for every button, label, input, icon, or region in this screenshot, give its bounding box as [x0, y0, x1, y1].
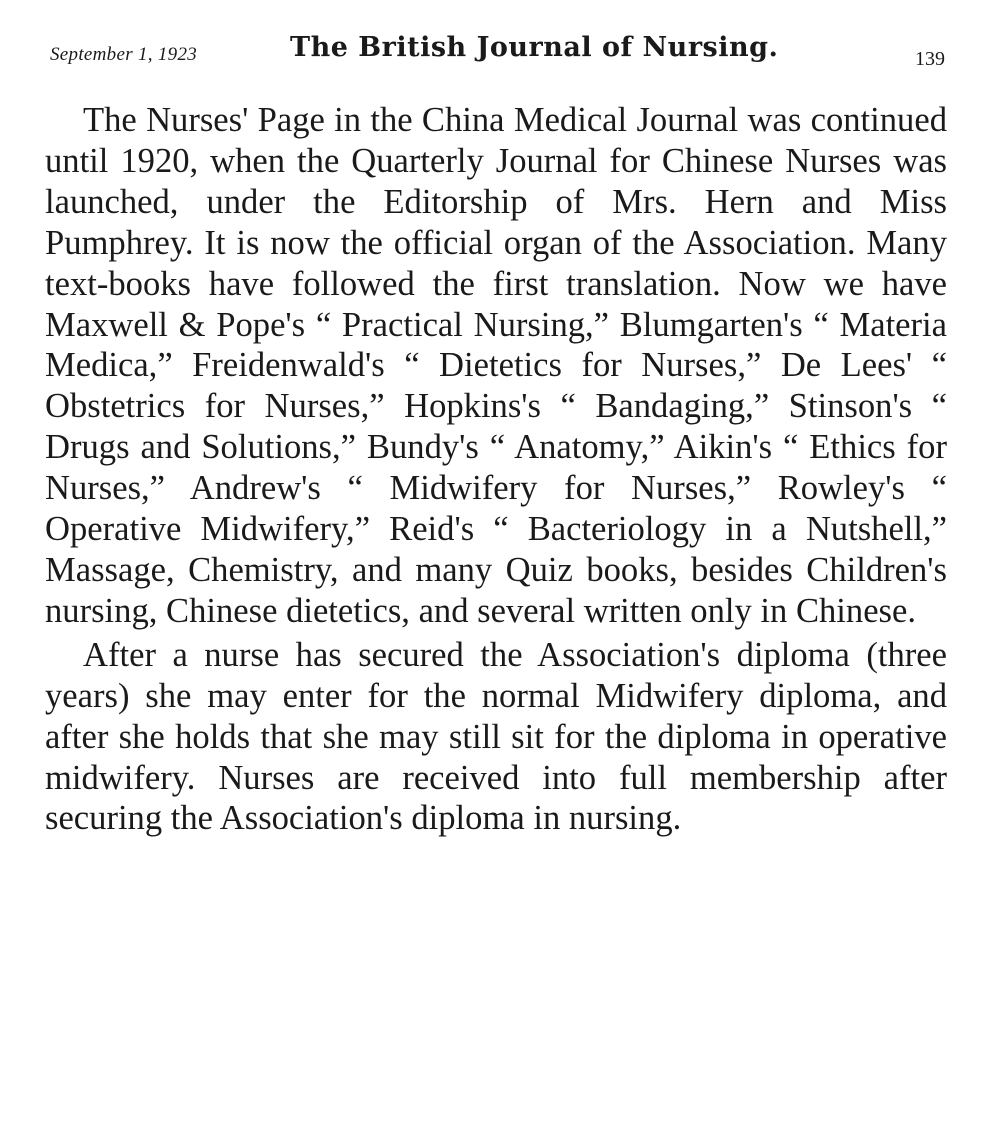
journal-title: The British Journal of Nursing. [290, 32, 779, 63]
issue-date: September 1, 1923 [50, 44, 198, 65]
page-number: 139 [915, 48, 945, 70]
paragraph-text-books: The Nurses' Page in the China Medical Journal was continued until 1920, when the Quarterly Journal for Chinese Nurses was launched, under the Editorship of Mrs. Hern and Miss Pumphrey. It is now the official organ of the Association. Many text-books have followed the first translation. Now we have Maxwell & Pope's “ Practical Nursing,” Blumgarten's “ Materia Medica,” Freidenwald's “ Dietetics for Nurses,” De Lees' “ Obstetrics for Nurses,” Hopkins's “ Bandaging,” Stinson's “ Drugs and Solutions,” Bundy's “ Anatomy,” Aikin's “ Ethics for Nurses,” Andrew's “ Midwifery for Nurses,” Rowley's “ Operative Midwifery,” Reid's “ Bacteriology in a Nutshell,” Massage, Chemistry, and many Quiz books, besides Children's nursing, Chinese dietetics, and several written only in Chinese. [45, 101, 947, 630]
page-header [50, 32, 945, 78]
paragraph-diplomas: After a nurse has secured the Association's diploma (three years) she may enter for the normal Midwifery diploma, and after she holds that she may still sit for the diploma in operative midwifery. Nurses are received into full membership after securing the Association's diploma in nursing. [45, 635, 947, 838]
article-body [45, 100, 947, 839]
